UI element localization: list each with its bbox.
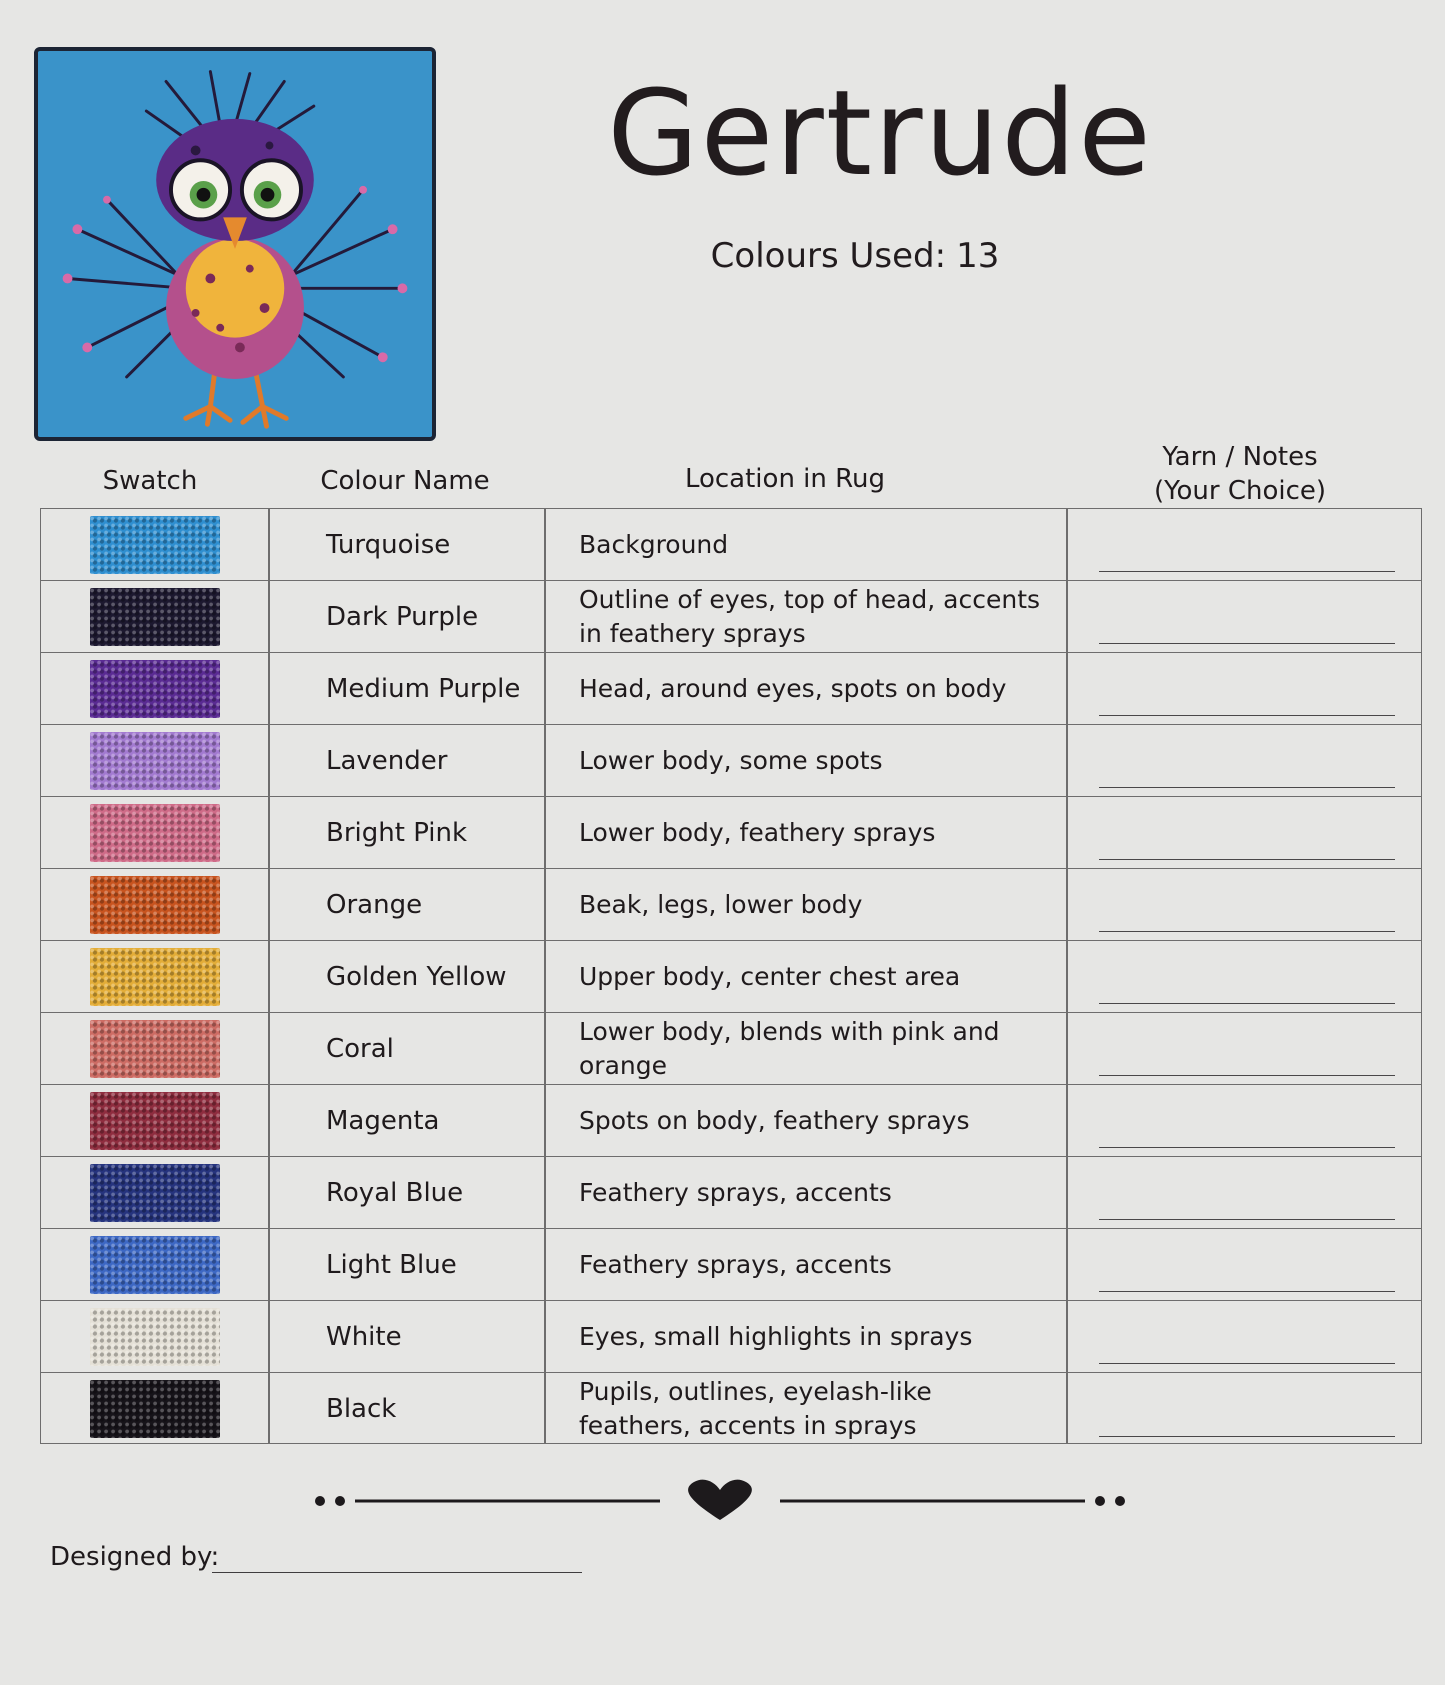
colour-name: Dark Purple [326, 602, 479, 632]
yarn-notes-field[interactable] [1099, 1436, 1395, 1437]
colour-location: Feathery sprays, accents [579, 1250, 892, 1279]
colour-name: Magenta [326, 1106, 440, 1136]
table-row [41, 653, 1421, 725]
table-row [41, 581, 1421, 653]
yarn-notes-field[interactable] [1099, 787, 1395, 788]
table-row [41, 1085, 1421, 1157]
table-row [41, 1157, 1421, 1229]
yarn-swatch [90, 732, 220, 790]
yarn-swatch [90, 948, 220, 1006]
colour-location: Feathery sprays, accents [579, 1178, 892, 1207]
colours-used [640, 236, 1060, 276]
colour-name: Orange [326, 890, 423, 920]
colour-location: Beak, legs, lower body [579, 890, 863, 919]
colours-used-label: Colours Used: [710, 236, 947, 276]
colour-name: Lavender [326, 746, 448, 776]
yarn-notes-field[interactable] [1099, 859, 1395, 860]
colour-table [40, 508, 1422, 1444]
pattern-title: Gertrude [607, 64, 1153, 202]
designed-by-label: Designed by: [50, 1542, 220, 1572]
yarn-swatch [90, 1164, 220, 1222]
yarn-swatch [90, 876, 220, 934]
header-yarn-line2: (Your Choice) [1153, 476, 1327, 506]
yarn-notes-field[interactable] [1099, 1075, 1395, 1076]
yarn-swatch [90, 588, 220, 646]
yarn-notes-field[interactable] [1099, 1291, 1395, 1292]
designed-by-field[interactable] [212, 1572, 582, 1573]
table-row [41, 797, 1421, 869]
table-row [41, 1013, 1421, 1085]
table-row [41, 1301, 1421, 1373]
header-yarn-notes [1120, 440, 1360, 508]
header-location: Location in Rug [684, 464, 886, 494]
colour-name: Medium Purple [326, 674, 521, 704]
colour-name: White [326, 1322, 402, 1352]
table-row [41, 941, 1421, 1013]
yarn-swatch [90, 1380, 220, 1438]
yarn-swatch [90, 1308, 220, 1366]
yarn-notes-field[interactable] [1099, 1363, 1395, 1364]
colour-name: Royal Blue [326, 1178, 464, 1208]
heart-divider [300, 1476, 1140, 1526]
colour-location: Pupils, outlines, eyelash-like feathers, accents in sprays [579, 1377, 932, 1440]
header-colour-name: Colour Name [320, 466, 490, 496]
yarn-swatch [90, 1092, 220, 1150]
yarn-notes-field[interactable] [1099, 931, 1395, 932]
colour-location: Eyes, small highlights in sprays [579, 1322, 973, 1351]
colours-used-count: 13 [956, 236, 1000, 276]
yarn-swatch [90, 516, 220, 574]
table-row [41, 1229, 1421, 1301]
yarn-swatch [90, 1020, 220, 1078]
header-yarn-line1: Yarn / Notes [1162, 442, 1318, 472]
rug-artwork [34, 47, 436, 441]
colour-location: Spots on body, feathery sprays [579, 1106, 970, 1135]
colour-location: Lower body, blends with pink and orange [579, 1017, 1000, 1080]
table-row [41, 1373, 1421, 1445]
table-row [41, 869, 1421, 941]
colour-name: Golden Yellow [326, 962, 507, 992]
yarn-notes-field[interactable] [1099, 1147, 1395, 1148]
yarn-notes-field[interactable] [1099, 1219, 1395, 1220]
colour-location: Outline of eyes, top of head, accents in feathery sprays [579, 585, 1041, 648]
colour-name: Coral [326, 1034, 394, 1064]
colour-location: Lower body, some spots [579, 746, 883, 775]
colour-name: Bright Pink [326, 818, 468, 848]
colour-location: Upper body, center chest area [579, 962, 961, 991]
colour-location: Head, around eyes, spots on body [579, 674, 1007, 703]
table-row [41, 725, 1421, 797]
heart-icon [688, 1480, 752, 1520]
colour-name: Turquoise [326, 530, 451, 560]
table-row [41, 509, 1421, 581]
yarn-notes-field[interactable] [1099, 643, 1395, 644]
yarn-notes-field[interactable] [1099, 1003, 1395, 1004]
bird-illustration [38, 51, 432, 437]
yarn-swatch [90, 1236, 220, 1294]
header-swatch: Swatch [102, 466, 198, 496]
colour-name: Light Blue [326, 1250, 457, 1280]
colour-location: Lower body, feathery sprays [579, 818, 936, 847]
colour-name: Black [326, 1394, 397, 1424]
yarn-notes-field[interactable] [1099, 715, 1395, 716]
yarn-notes-field[interactable] [1099, 571, 1395, 572]
colour-location: Background [579, 530, 729, 559]
yarn-swatch [90, 660, 220, 718]
yarn-swatch [90, 804, 220, 862]
